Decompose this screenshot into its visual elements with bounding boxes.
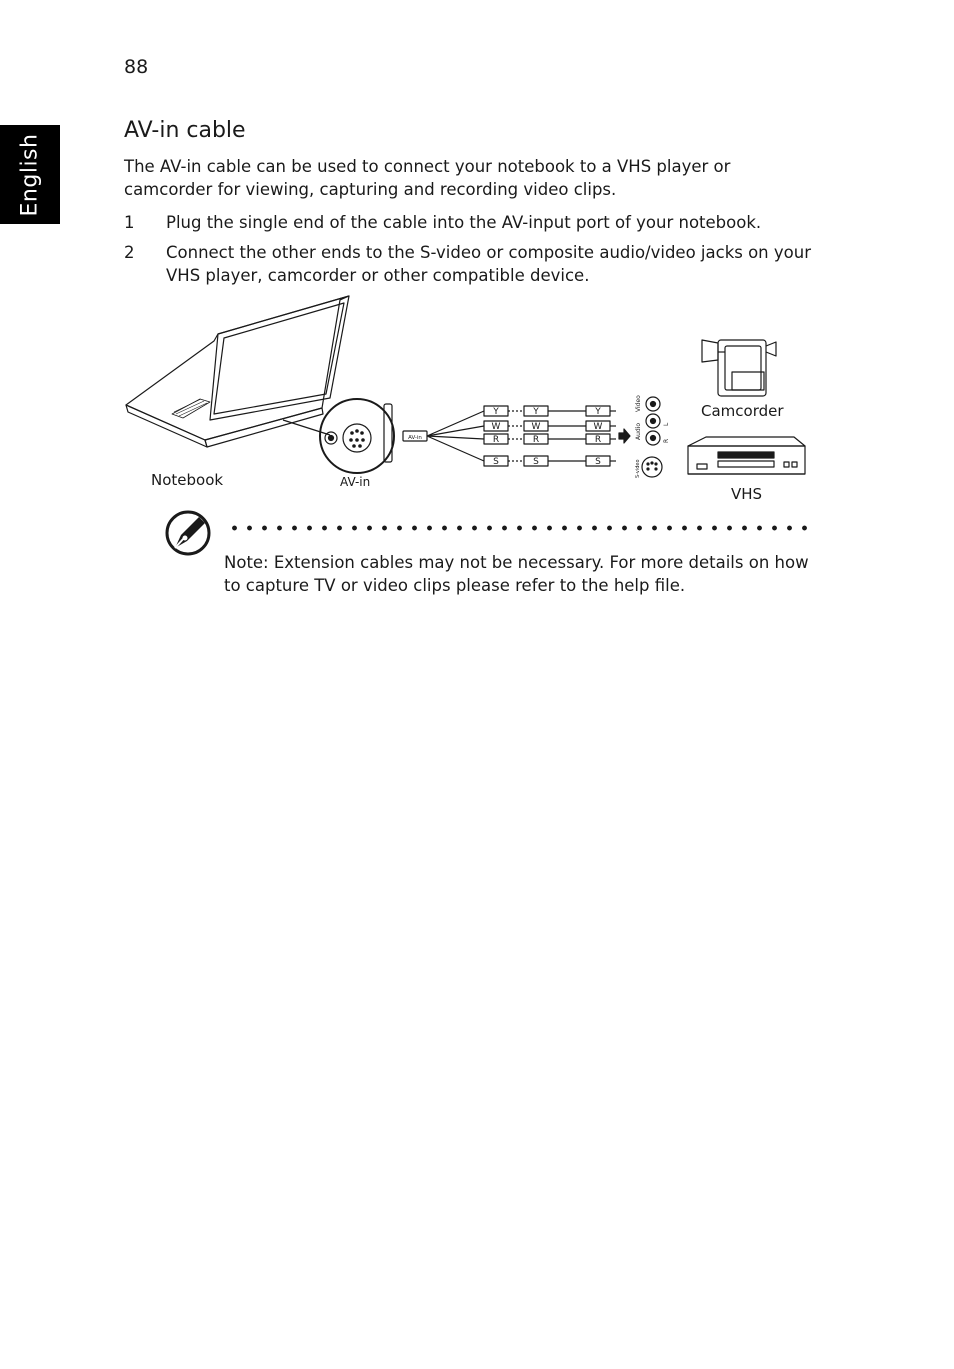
left-channel-label: L	[663, 422, 670, 426]
plug-letter: R	[532, 435, 540, 445]
language-tab-label: English	[17, 133, 43, 217]
video-label: Video	[635, 395, 642, 412]
av-in-port-zoom	[320, 399, 394, 473]
plug-letter: S	[493, 457, 499, 467]
note-paragraph	[224, 551, 814, 597]
plug-letter: Y	[533, 407, 539, 417]
note-text: Extension cables may not be necessary. For more details on how to capture TV or video clips please refer to the help file.	[224, 553, 809, 595]
step-text: Connect the other ends to the S-video or composite audio/video jacks on your VHS player, camcorder or other compatible device.	[166, 243, 811, 285]
plug-letter: R	[594, 435, 602, 445]
plug-letter: W	[593, 422, 603, 432]
step-item	[124, 211, 824, 234]
page-number: 88	[124, 56, 149, 78]
av-in-plug-label: AV-in	[408, 435, 422, 441]
camcorder-illustration	[702, 340, 776, 396]
step-number: 2	[124, 243, 135, 262]
av-in-label: AV-in	[340, 475, 371, 489]
camcorder-label: Camcorder	[701, 402, 784, 420]
s-video-label: S-video	[635, 459, 641, 478]
steps-list	[124, 211, 824, 294]
vhs-label: VHS	[731, 485, 763, 503]
notebook-label: Notebook	[151, 471, 224, 489]
vhs-player-illustration	[688, 437, 805, 474]
note-pen-icon	[165, 508, 213, 556]
language-tab	[0, 125, 60, 224]
device-jacks	[642, 397, 662, 477]
right-channel-label: R	[663, 438, 670, 443]
arrow-icon	[619, 429, 630, 443]
step-number: 1	[124, 213, 135, 232]
note-divider	[227, 525, 811, 531]
notebook-illustration	[126, 296, 349, 447]
connection-diagram	[0, 290, 954, 505]
plug-letter: S	[533, 457, 539, 467]
step-text: Plug the single end of the cable into the AV-input port of your notebook.	[166, 213, 762, 232]
plug-letter: Y	[595, 407, 601, 417]
note-label: Note:	[224, 553, 269, 572]
plug-letter: Y	[493, 407, 499, 417]
intro-paragraph: The AV-in cable can be used to connect your notebook to a VHS player or camcorder for viewing, capturing and recording video clips.	[124, 157, 731, 199]
plug-letter: R	[492, 435, 500, 445]
plug-letter: W	[491, 422, 501, 432]
step-item	[124, 241, 824, 287]
plug-letter: S	[595, 457, 601, 467]
plug-letter: W	[531, 422, 541, 432]
audio-label: Audio	[635, 422, 642, 440]
section-title: AV-in cable	[124, 118, 246, 143]
